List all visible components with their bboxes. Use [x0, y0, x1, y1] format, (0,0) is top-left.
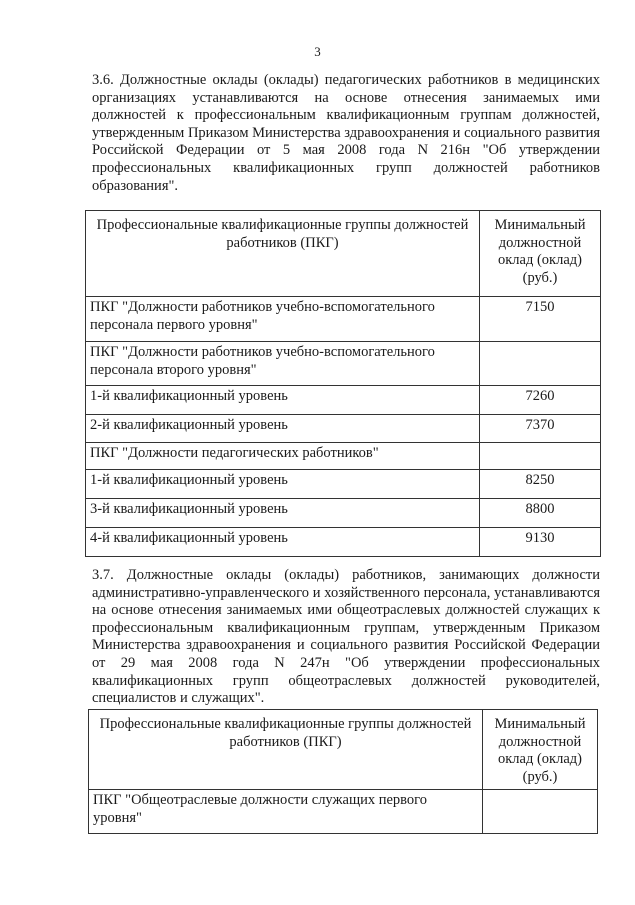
- row-value: 7260: [480, 386, 601, 415]
- row-value: [483, 790, 598, 834]
- row-name: 1-й квалификационный уровень: [86, 386, 480, 415]
- row-name: 3-й квалификационный уровень: [86, 499, 480, 528]
- row-value: 8250: [480, 470, 601, 499]
- row-value: [480, 342, 601, 386]
- section-3-7-paragraph: 3.7. Должностные оклады (оклады) работников, занимающих должности административно-управленческого и хозяйственного персонала, устанавливаются на основе отнесения занимаемых ими общеотраслевых должностей служащих к профессиональным квалификационным группам, утвержденным Приказом Министерства здравоохранения и социального развития Российской Федерации от 29 мая 2008 года N 247н "Об утверждении профессиональных квалификационных групп общеотраслевых должностей руководителей, специалистов и служащих".: [92, 567, 600, 707]
- row-name: ПКГ "Должности работников учебно-вспомогательного персонала второго уровня": [86, 342, 480, 386]
- header-minimal-salary: Минимальный должностной оклад (оклад) (руб.): [480, 211, 601, 297]
- row-value: [480, 443, 601, 470]
- table-row: [86, 470, 601, 499]
- salary-table-2: [88, 709, 598, 834]
- row-name: ПКГ "Должности педагогических работников": [86, 443, 480, 470]
- row-name: 1-й квалификационный уровень: [86, 470, 480, 499]
- table-row: [89, 790, 598, 834]
- table-row: [86, 415, 601, 443]
- table-row: [86, 443, 601, 470]
- table-row: [86, 342, 601, 386]
- table-header-row: [86, 211, 601, 297]
- table-row: [86, 297, 601, 342]
- row-name: ПКГ "Должности работников учебно-вспомогательного персонала первого уровня": [86, 297, 480, 342]
- row-name: 4-й квалификационный уровень: [86, 528, 480, 557]
- row-name: ПКГ "Общеотраслевые должности служащих первого уровня": [89, 790, 483, 834]
- row-value: 7150: [480, 297, 601, 342]
- header-qualification-groups: Профессиональные квалификационные группы должностей работников (ПКГ): [86, 211, 480, 297]
- table-header-row: [89, 710, 598, 790]
- page-number: 3: [314, 44, 321, 59]
- table-row: [86, 386, 601, 415]
- section-3-6-paragraph: 3.6. Должностные оклады (оклады) педагогических работников в медицинских организациях устанавливаются на основе отнесения занимаемых ими должностей к профессиональным квалификационным группам должностей, утвержденным Приказом Министерства здравоохранения и социального развития Российской Федерации от 5 мая 2008 года N 216н "Об утверждении профессиональных квалификационных групп должностей работников образования".: [92, 72, 600, 194]
- row-value: 7370: [480, 415, 601, 443]
- row-name: 2-й квалификационный уровень: [86, 415, 480, 443]
- row-value: 9130: [480, 528, 601, 557]
- header-minimal-salary: Минимальный должностной оклад (оклад) (руб.): [483, 710, 598, 790]
- salary-table-1: [85, 210, 601, 557]
- table-row: [86, 528, 601, 557]
- header-qualification-groups: Профессиональные квалификационные группы должностей работников (ПКГ): [89, 710, 483, 790]
- row-value: 8800: [480, 499, 601, 528]
- table-row: [86, 499, 601, 528]
